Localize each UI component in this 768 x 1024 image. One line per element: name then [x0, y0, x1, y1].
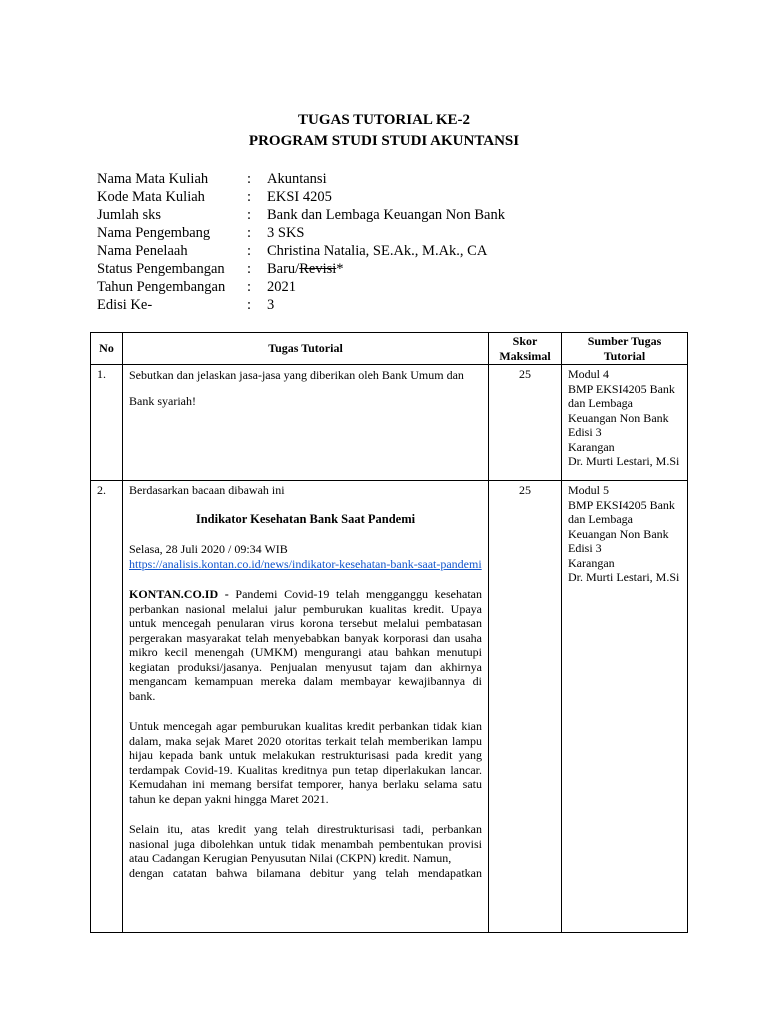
score-cell: 25 — [489, 481, 562, 933]
source-line: Modul 5 — [568, 483, 610, 497]
source-line: Edisi 3 — [568, 541, 602, 555]
status-revision-struck: Revisi — [299, 261, 337, 277]
article-paragraph — [129, 587, 482, 703]
source-line: Edisi 3 — [568, 425, 602, 439]
info-value: 3 — [267, 297, 275, 313]
info-label: Kode Mata Kuliah — [97, 189, 205, 205]
info-colon: : — [247, 297, 252, 313]
info-row — [97, 296, 505, 314]
info-value: EKSI 4205 — [267, 189, 332, 205]
info-label: Edisi Ke- — [97, 297, 153, 313]
info-colon: : — [247, 207, 252, 223]
article-source-lead: KONTAN.CO.ID - — [129, 587, 236, 601]
info-row — [97, 206, 505, 224]
info-row — [97, 170, 505, 188]
task-article — [129, 483, 482, 929]
info-colon: : — [247, 225, 252, 241]
info-row — [97, 224, 505, 242]
info-row — [97, 260, 505, 278]
info-label: Tahun Pengembangan — [97, 279, 226, 295]
course-info — [97, 170, 505, 314]
source-line: BMP EKSI4205 Bank dan Lembaga Keuangan Non Bank — [568, 497, 675, 541]
status-asterisk: * — [336, 261, 344, 277]
article-paragraph-text: Pandemi Covid-19 telah mengganggu kesehatan perbankan nasional melalui jalur pemburukan kualitas kredit. Upaya untuk mencegah penularan virus korona tersebut melalui pembatasan pergerakan masyarakat telah menyebabkan banyak korporasi dan usaha mikro kecil menengah (UMKM) mengurangi atau bahkan menutupi kegiatan produksi/jasanya. Penjualan menyusut tajam dan akhirnya mengancam kemampuan mereka dalam membayar kewajibannya di bank. — [129, 587, 482, 703]
source-line: Karangan — [568, 439, 615, 454]
article-paragraph: Untuk mencegah agar pemburukan kualitas kredit perbankan tidak kian dalam, maka sejak Maret 2020 otoritas terkait telah memberikan lampu hijau kepada bank untuk melakukan restrukturisasi pada kredit yang terdampak Covid-19. Kualitas kreditnya pun tetap diperlakukan lancar. Kemudahan ini memang bersifat temporer, hanya berlaku selama satu tahun ke depan yakni hingga Maret 2021. — [129, 719, 482, 806]
info-value: Bank dan Lembaga Keuangan Non Bank — [267, 207, 505, 223]
title-line-1: TUGAS TUTORIAL KE-2 — [298, 112, 470, 128]
info-colon: : — [247, 243, 252, 259]
article-date: Selasa, 28 Juli 2020 / 09:34 WIB — [129, 542, 288, 556]
title-line-2: PROGRAM STUDI STUDI AKUNTANSI — [248, 133, 520, 149]
info-row — [97, 188, 505, 206]
task-cell — [123, 365, 489, 481]
table-row — [91, 481, 688, 933]
source-line: Dr. Murti Lestari, M.Si — [568, 454, 680, 468]
row-number: 1. — [91, 365, 123, 481]
info-row — [97, 278, 505, 296]
source-line: BMP EKSI4205 Bank dan Lembaga Keuangan Non Bank — [568, 381, 675, 425]
header-score: Skor Maksimal — [489, 333, 562, 365]
table-row — [91, 365, 688, 481]
info-value: 3 SKS — [267, 225, 305, 241]
info-row — [97, 242, 505, 260]
score-cell: 25 — [489, 365, 562, 481]
info-colon: : — [247, 171, 252, 187]
info-label: Nama Penelaah — [97, 243, 188, 259]
info-value: 2021 — [267, 279, 296, 295]
source-line: Modul 4 — [568, 367, 610, 381]
row-number: 2. — [91, 481, 123, 933]
info-value: Christina Natalia, SE.Ak., M.Ak., CA — [267, 243, 488, 259]
info-label: Status Pengembangan — [97, 261, 225, 277]
task-cell — [123, 481, 489, 933]
article-paragraph-continued: dengan catatan bahwa bilamana debitur yang telah mendapatkan — [129, 865, 482, 880]
header-no: No — [91, 333, 123, 365]
article-link[interactable]: https://analisis.kontan.co.id/news/indikator-kesehatan-bank-saat-pandemi — [129, 556, 482, 571]
source-line: Dr. Murti Lestari, M.Si — [568, 570, 680, 584]
source-line: Karangan — [568, 555, 615, 570]
task-text: Sebutkan dan jelaskan jasa-jasa yang diberikan oleh Bank Umum dan Bank syariah! — [129, 368, 464, 408]
info-label: Nama Pengembang — [97, 225, 211, 241]
source-cell — [562, 481, 688, 933]
document-title — [0, 110, 768, 152]
status-new: Baru/ — [267, 261, 300, 277]
header-task: Tugas Tutorial — [123, 333, 489, 365]
header-source: Sumber Tugas Tutorial — [562, 333, 688, 365]
info-label: Jumlah sks — [97, 207, 162, 223]
info-colon: : — [247, 189, 252, 205]
info-colon: : — [247, 261, 252, 277]
source-cell — [562, 365, 688, 481]
info-value: Akuntansi — [267, 171, 327, 187]
info-label: Nama Mata Kuliah — [97, 171, 209, 187]
info-colon: : — [247, 279, 252, 295]
tutorial-task-table — [90, 332, 688, 933]
article-paragraph: Selain itu, atas kredit yang telah direstrukturisasi tadi, perbankan nasional juga dibolehkan untuk tidak menambah pembentukan provisi atau Cadangan Kerugian Penyusutan Nilai (CKPN) kredit. Namun, — [129, 822, 482, 865]
task-intro: Berdasarkan bacaan dibawah ini — [129, 483, 285, 497]
table-header-row — [91, 333, 688, 365]
info-value — [267, 260, 344, 278]
article-title: Indikator Kesehatan Bank Saat Pandemi — [195, 511, 416, 526]
